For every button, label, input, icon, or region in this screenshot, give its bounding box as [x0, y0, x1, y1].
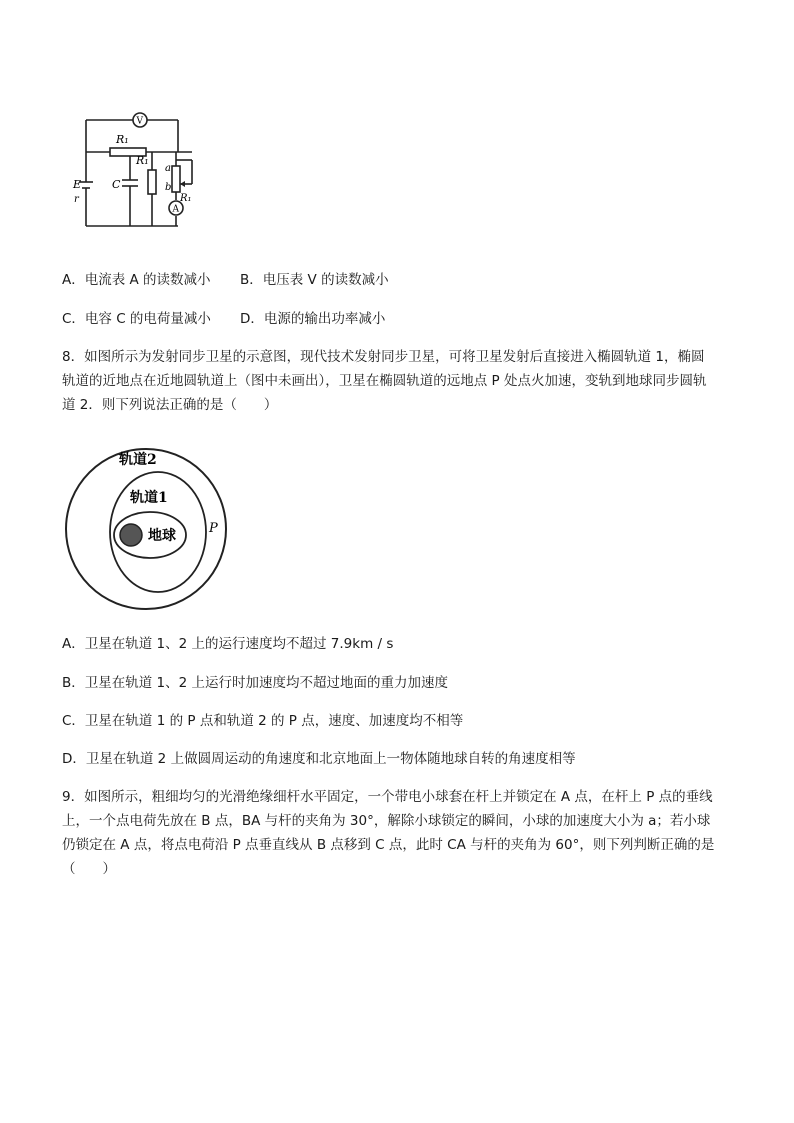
circuit-diagram [70, 108, 220, 234]
q9-stem-line-4: （ ） [62, 861, 116, 877]
q8-stem [62, 345, 734, 417]
capacitor-label: C [112, 178, 121, 191]
source-label: E [73, 178, 82, 191]
orbit-diagram [62, 440, 232, 610]
r-right-label: R₁ [180, 193, 192, 204]
q8-option-a: A．卫星在轨道 1、2 上的运行速度均不超过 7.9km / s [62, 636, 394, 652]
earth-icon [120, 524, 142, 546]
point-p-label: P [209, 521, 218, 536]
orbit-1-label: 轨道1 [130, 490, 168, 506]
q7-option-c: C．电容 C 的电荷量减小 [62, 311, 211, 327]
r1-top-label: R₁ [116, 133, 129, 146]
q8-option-c: C．卫星在轨道 1 的 P 点和轨道 2 的 P 点，速度、加速度均不相等 [62, 713, 464, 729]
point-a-label: a [165, 163, 171, 174]
q8-stem-line-2: 轨道的近地点在近地圆轨道上（图中未画出），卫星在椭圆轨道的远地点 P 处点火加速，变轨到地球同步圆轨 [62, 373, 707, 389]
q9-stem-line-1: 9．如图所示，粗细均匀的光滑绝缘细杆水平固定，一个带电小球套在杆上并锁定在 A 点，在杆上 P 点的垂线 [62, 789, 713, 805]
orbit-2-label: 轨道2 [119, 452, 157, 468]
q9-stem-line-2: 上，一个点电荷先放在 B 点，BA 与杆的夹角为 30°，解除小球锁定的瞬间，小球的加速度大小为 a；若小球 [62, 813, 711, 829]
q8-stem-line-3: 道 2．则下列说法正确的是（ ） [62, 397, 278, 413]
q7-option-b: B．电压表 V 的读数减小 [240, 272, 389, 288]
q8-option-d: D．卫星在轨道 2 上做圆周运动的角速度和北京地面上一物体随地球自转的角速度相等 [62, 751, 576, 767]
q8-stem-line-1: 8．如图所示为发射同步卫星的示意图，现代技术发射同步卫星，可将卫星发射后直接进入椭圆轨道 1，椭圆 [62, 349, 705, 365]
q7-option-a: A．电流表 A 的读数减小 [62, 272, 211, 288]
ammeter-label: A [172, 204, 179, 215]
r-middle-label: R₁ [136, 154, 149, 167]
voltmeter-label: V [136, 116, 143, 127]
earth-label: 地球 [148, 528, 176, 544]
rheostat [172, 166, 180, 192]
internal-resistance-label: r [74, 194, 79, 205]
q8-option-b: B．卫星在轨道 1、2 上运行时加速度均不超过地面的重力加速度 [62, 675, 449, 691]
point-b-label: b [165, 182, 172, 193]
resistor-middle [148, 170, 156, 194]
q9-stem-line-3: 仍锁定在 A 点，将点电荷沿 P 点垂直线从 B 点移到 C 点，此时 CA 与杆的夹角为 60°，则下列判断正确的是 [62, 837, 715, 853]
q9-stem [62, 785, 734, 881]
q7-option-d: D．电源的输出功率减小 [240, 311, 386, 327]
